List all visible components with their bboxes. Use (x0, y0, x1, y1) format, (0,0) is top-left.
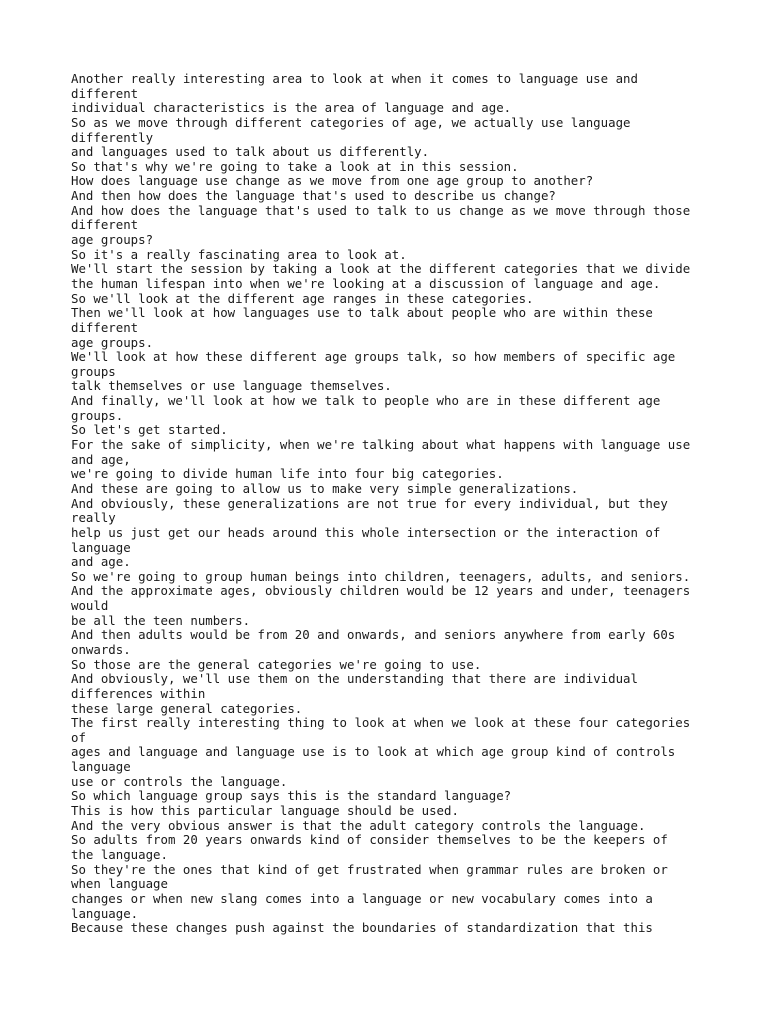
text-line: We'll look at how these different age groups talk, so how members of specific age (71, 349, 676, 365)
text-line: different (71, 319, 139, 335)
text-line: these large general categories. (71, 700, 303, 716)
text-line: So which language group says this is the standard language? (71, 788, 512, 804)
text-line: And obviously, we'll use them on the understanding that there are individual (71, 671, 638, 687)
text-line: onwards. (71, 641, 131, 657)
text-line: So it's a really fascinating area to look at. (71, 246, 407, 262)
text-line: different (71, 217, 139, 233)
text-line: So adults from 20 years onwards kind of consider themselves to be the keepers of (71, 832, 668, 848)
text-line: the human lifespan into when we're looking at a discussion of language and age. (71, 275, 661, 291)
text-line: And the approximate ages, obviously children would be 12 years and under, teenagers (71, 583, 691, 599)
text-line: talk themselves or use language themselves. (71, 378, 392, 394)
text-line: And these are going to allow us to make very simple generalizations. (71, 480, 579, 496)
text-line: be all the teen numbers. (71, 612, 251, 628)
text-line: language (71, 539, 131, 555)
text-line: So we're going to group human beings into children, teenagers, adults, and seniors. (71, 568, 691, 584)
text-line: Then we'll look at how languages use to talk about people who are within these (71, 305, 653, 321)
text-line: age groups. (71, 334, 154, 350)
text-line: ages and language and language use is to look at which age group kind of controls (71, 744, 676, 760)
text-line: help us just get our heads around this whole intersection or the interaction of (71, 524, 661, 540)
text-line: groups (71, 363, 116, 379)
text-line: changes or when new slang comes into a language or new vocabulary comes into a (71, 890, 653, 906)
text-line: and age. (71, 554, 131, 570)
text-line: This is how this particular language should be used. (71, 803, 459, 819)
text-line: groups. (71, 407, 124, 423)
transcript-text (71, 72, 711, 936)
text-line: And how does the language that's used to talk to us change as we move through those (71, 202, 691, 218)
text-line: when language (71, 876, 168, 892)
text-line: would (71, 598, 109, 614)
text-line: And obviously, these generalizations are not true for every individual, but they (71, 495, 668, 511)
text-line: and age, (71, 451, 131, 467)
text-line: of (71, 729, 86, 745)
text-line: differently (71, 129, 154, 145)
text-line: So as we move through different categories of age, we actually use language (71, 114, 631, 130)
text-line: language. (71, 905, 139, 921)
text-line: really (71, 510, 116, 526)
text-line: the language. (71, 846, 168, 862)
text-line: How does language use change as we move from one age group to another? (71, 173, 594, 189)
text-line: So that's why we're going to take a look at in this session. (71, 158, 519, 174)
text-line: We'll start the session by taking a look at the different categories that we divide (71, 261, 691, 277)
text-line: And finally, we'll look at how we talk to people who are in these different age (71, 393, 661, 409)
text-line: differences within (71, 685, 206, 701)
text-line: different (71, 85, 139, 101)
text-line: Because these changes push against the boundaries of standardization that this (71, 920, 653, 936)
text-line: The first really interesting thing to look at when we look at these four categories (71, 715, 691, 731)
text-line: language (71, 759, 131, 775)
text-line: and languages used to talk about us differently. (71, 144, 430, 160)
text-line: we're going to divide human life into four big categories. (71, 466, 504, 482)
text-line: And then adults would be from 20 and onwards, and seniors anywhere from early 60s (71, 627, 676, 643)
text-line: So they're the ones that kind of get frustrated when grammar rules are broken or (71, 861, 668, 877)
text-line: And the very obvious answer is that the adult category controls the language. (71, 817, 646, 833)
text-line: Another really interesting area to look at when it comes to language use and (71, 71, 638, 86)
text-line: And then how does the language that's used to describe us change? (71, 188, 556, 204)
text-line: use or controls the language. (71, 773, 288, 789)
text-line: For the sake of simplicity, when we're talking about what happens with language use (71, 437, 691, 453)
text-line: So let's get started. (71, 422, 228, 438)
text-line: individual characteristics is the area of language and age. (71, 100, 512, 116)
text-line: So we'll look at the different age ranges in these categories. (71, 290, 534, 306)
text-line: So those are the general categories we're going to use. (71, 656, 482, 672)
text-line: age groups? (71, 232, 154, 248)
